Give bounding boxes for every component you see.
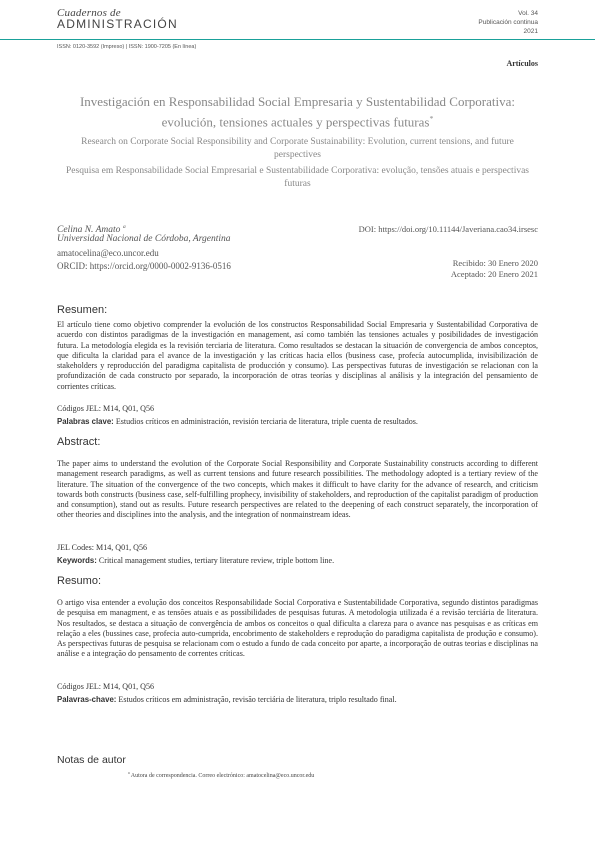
resumo-text: O artigo visa entender a evolução dos conceitos Responsabilidade Social Corporativa e Sustentabilidade Corporativa, segundo distintos paradigmas de pesquisa em managment, e as tensões atuais e as possibilidades de pesquisas futuras. A metodologia utilizada é a revisão terciária de literatura. Nos resultados, se destaca a situação de convergência de ambos os conceitos o qual dificulta a clareza para o avance nas pesquisas e as críticas em relação a eles (bussines case, profecia auto-cumprida, encobrimento de stakeholders e reprodução do paradigma capitalista de produção e consumo). As perspectivas futuras de pesquisa se relacionam com o estudo a fundo de cada conceito por aparte, a incorporação de outras teorias e disciplinas na análise e a integração do pensamento de correntes críticas. <box>57 598 538 659</box>
author-mark: a <box>122 224 126 230</box>
abstract-text: The paper aims to understand the evolution of the Corporate Social Responsibility and Corporate Sustainability constructs according to different management research paradigms, as well as current tensions and future research possibilities. The methodology adopted is a tertiary review of the literature. The situation of the convergence of the two concepts, which makes it difficult to have clarity for the advance of research, and criticism towards both constructs (business case, self-fulfilling prophecy, invisibility of stakeholders, and reproduction of the capitalist paradigm of production and consumption), stand out as results. Future research perspectives are related to the deepening of each construct separately, the incorporation of other theories and disciplines into the analysis, and the integration of nonmainstream ideas. <box>57 459 538 520</box>
issn: ISSN: 0120-3592 (Impreso) | ISSN: 1900-7205 (En línea) <box>57 44 197 50</box>
author-footnote <box>128 771 314 779</box>
author-notes-heading: Notas de autor <box>57 754 126 766</box>
title-english: Research on Corporate Social Responsibility and Corporate Sustainability: Evolution, current tensions, and future perspectives <box>81 137 514 160</box>
journal-logo-line2: ADMINISTRACIÓN <box>57 17 178 31</box>
volume-info <box>478 9 538 36</box>
author-name-text: Celina N. Amato <box>57 225 121 236</box>
title-footnote-mark: * <box>429 114 434 123</box>
received-date: Recibido: 30 Enero 2020 <box>452 258 538 268</box>
abstract-keywords-text: Critical management studies, tertiary literature review, triple bottom line. <box>98 556 335 565</box>
author-email[interactable]: amatocelina@eco.uncor.edu <box>57 248 159 258</box>
resumo-heading: Resumo: <box>57 575 102 587</box>
resumen-keywords-text: Estudios críticos en administración, revisión terciaria de literatura, triple cuenta de resultados. <box>115 417 418 426</box>
resumen-keywords <box>57 417 538 426</box>
title-spanish-text: Investigación en Responsabilidad Social Empresaria y Sustentabilidad Corporativa: evolución, tensiones actuales y perspectivas futuras <box>79 94 516 130</box>
abstract-keywords-label: Keywords: <box>57 556 97 565</box>
publication-year: 2021 <box>523 28 538 35</box>
author-footnote-mark: a <box>128 771 130 775</box>
resumo-keywords-label: Palavras-chave: <box>57 695 117 704</box>
author-footnote-text: Autora de correspondencia. Correo electrónico: amatocelina@eco.uncor.edu <box>130 773 315 779</box>
header-divider <box>0 39 595 40</box>
dates-block <box>451 258 538 280</box>
resumo-keywords <box>57 695 538 704</box>
resumo-jel: Códigos JEL: M14, Q01, Q56 <box>57 682 155 691</box>
section-label: Artículos <box>506 59 538 68</box>
title-portuguese: Pesquisa em Responsabilidade Social Empresarial e Sustentabilidade Corporativa: evolução, tensões atuais e perspectivas futuras <box>66 166 529 189</box>
publication-type: Publicación continua <box>478 19 538 26</box>
author-orcid[interactable]: ORCID: https://orcid.org/0000-0002-9136-0516 <box>57 261 231 271</box>
resumen-jel: Códigos JEL: M14, Q01, Q56 <box>57 404 155 413</box>
abstract-jel: JEL Codes: M14, Q01, Q56 <box>57 543 148 552</box>
resumen-keywords-label: Palabras clave: <box>57 417 114 426</box>
resumo-keywords-text: Estudos críticos em administração, revisão terciária de literatura, triplo resultado final. <box>118 695 397 704</box>
resumen-heading: Resumen: <box>57 304 108 316</box>
volume-number: Vol. 34 <box>518 10 538 17</box>
author-affiliation: Universidad Nacional de Córdoba, Argentina <box>57 234 231 244</box>
doi-link[interactable]: DOI: https://doi.org/10.11144/Javeriana.cao34.irsesc <box>358 224 538 234</box>
title-spanish <box>57 93 538 130</box>
journal-logo-line1: Cuadernos de <box>57 7 121 19</box>
abstract-heading: Abstract: <box>57 436 101 448</box>
resumen-text: El artículo tiene como objetivo comprender la evolución de los constructos Responsabilidad Social Empresaria y Sustentabilidad Corporativa de acuerdo con distintos paradigmas de la investigación en management, así como también las tensiones actuales y posibilidades de investigación futura. La metodología elegida es la revisión terciaria de literatura. Como resultados se destacan la situación de convergencia de ambos conceptos, que dificulta la claridad para el avance de la investigación y las críticas hacia ellos (business case, profecía autocumplida, invisibilización de stakeholders y reproducción del paradigma capitalista de producción y consumo). Las perspectivas futuras de investigación se relacionan con la profundización de cada constructo por separado, la incorporación de otras teorías y disciplinas al análisis y la integración del pensamiento de corrientes críticas. <box>57 320 538 391</box>
accepted-date: Aceptado: 20 Enero 2021 <box>450 269 538 279</box>
abstract-keywords <box>57 556 538 565</box>
